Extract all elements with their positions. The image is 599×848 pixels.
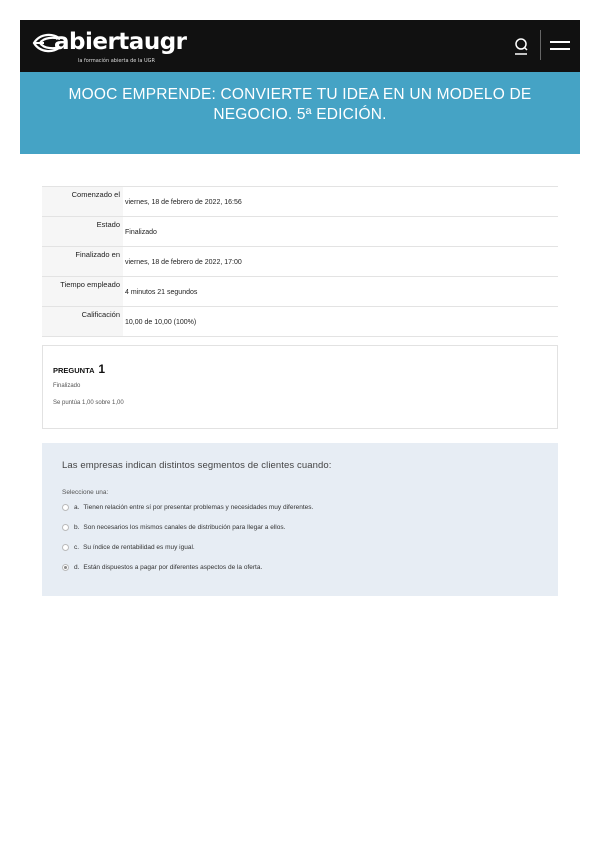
summary-row	[42, 307, 558, 337]
question-text: Las empresas indican distintos segmentos de clientes cuando:	[62, 460, 332, 471]
hamburger-menu-icon	[550, 41, 570, 43]
summary-label: Comenzado el	[42, 187, 123, 217]
question-content	[42, 443, 558, 596]
option-letter: b.	[74, 523, 80, 531]
option-text: Tienen relación entre sí por presentar problemas y necesidades muy diferentes.	[83, 503, 314, 511]
course-banner	[20, 72, 580, 154]
menu-button[interactable]	[550, 36, 574, 56]
summary-label: Finalizado en	[42, 247, 123, 277]
course-title: MOOC EMPRENDE: CONVIERTE TU IDEA EN UN MODELO DE NEGOCIO. 5ª EDICIÓN.	[68, 86, 532, 123]
summary-row	[42, 277, 558, 307]
attempt-summary-table	[42, 186, 558, 337]
question-label: PREGUNTA	[53, 366, 95, 375]
brand-logo[interactable]	[32, 29, 232, 65]
search-icon	[510, 34, 532, 58]
option-letter: a.	[74, 503, 80, 511]
summary-value: viernes, 18 de febrero de 2022, 17:00	[125, 259, 242, 266]
summary-row	[42, 187, 558, 217]
option-letter: d.	[74, 563, 80, 571]
summary-value: 4 minutos 21 segundos	[125, 289, 198, 296]
option-text: Son necesarios los mismos canales de distribución para llegar a ellos.	[83, 523, 286, 531]
question-state: Finalizado	[53, 383, 81, 389]
answer-option-a[interactable]	[62, 501, 313, 513]
question-info-box	[42, 345, 558, 429]
answer-option-b[interactable]	[62, 521, 285, 533]
navbar-divider	[540, 30, 541, 60]
radio-button[interactable]	[62, 524, 69, 531]
answer-option-d[interactable]	[62, 561, 262, 573]
option-text: Están dispuestos a pagar por diferentes aspectos de la oferta.	[83, 563, 263, 571]
question-heading	[53, 362, 105, 376]
answer-prompt: Seleccione una:	[62, 489, 109, 496]
option-letter: c.	[74, 543, 80, 551]
summary-label: Estado	[42, 217, 123, 247]
brand-name: abiertaugr	[54, 29, 187, 55]
answer-option-c[interactable]	[62, 541, 195, 553]
brand-tagline: la formación abierta de la UGR	[78, 58, 155, 64]
radio-button-selected[interactable]	[62, 564, 69, 571]
radio-button[interactable]	[62, 504, 69, 511]
summary-label: Calificación	[42, 307, 123, 337]
question-number: 1	[98, 362, 106, 376]
top-navbar	[20, 20, 580, 72]
search-button[interactable]	[510, 34, 532, 58]
summary-row	[42, 247, 558, 277]
option-text: Su índice de rentabilidad es muy igual.	[83, 543, 195, 551]
summary-label: Tiempo empleado	[42, 277, 123, 307]
summary-value: Finalizado	[125, 229, 157, 236]
question-grade: Se puntúa 1,00 sobre 1,00	[53, 400, 124, 406]
radio-button[interactable]	[62, 544, 69, 551]
summary-value: viernes, 18 de febrero de 2022, 16:56	[125, 199, 242, 206]
summary-value: 10,00 de 10,00 (100%)	[125, 319, 197, 326]
hamburger-menu-line	[550, 48, 570, 50]
summary-row	[42, 217, 558, 247]
